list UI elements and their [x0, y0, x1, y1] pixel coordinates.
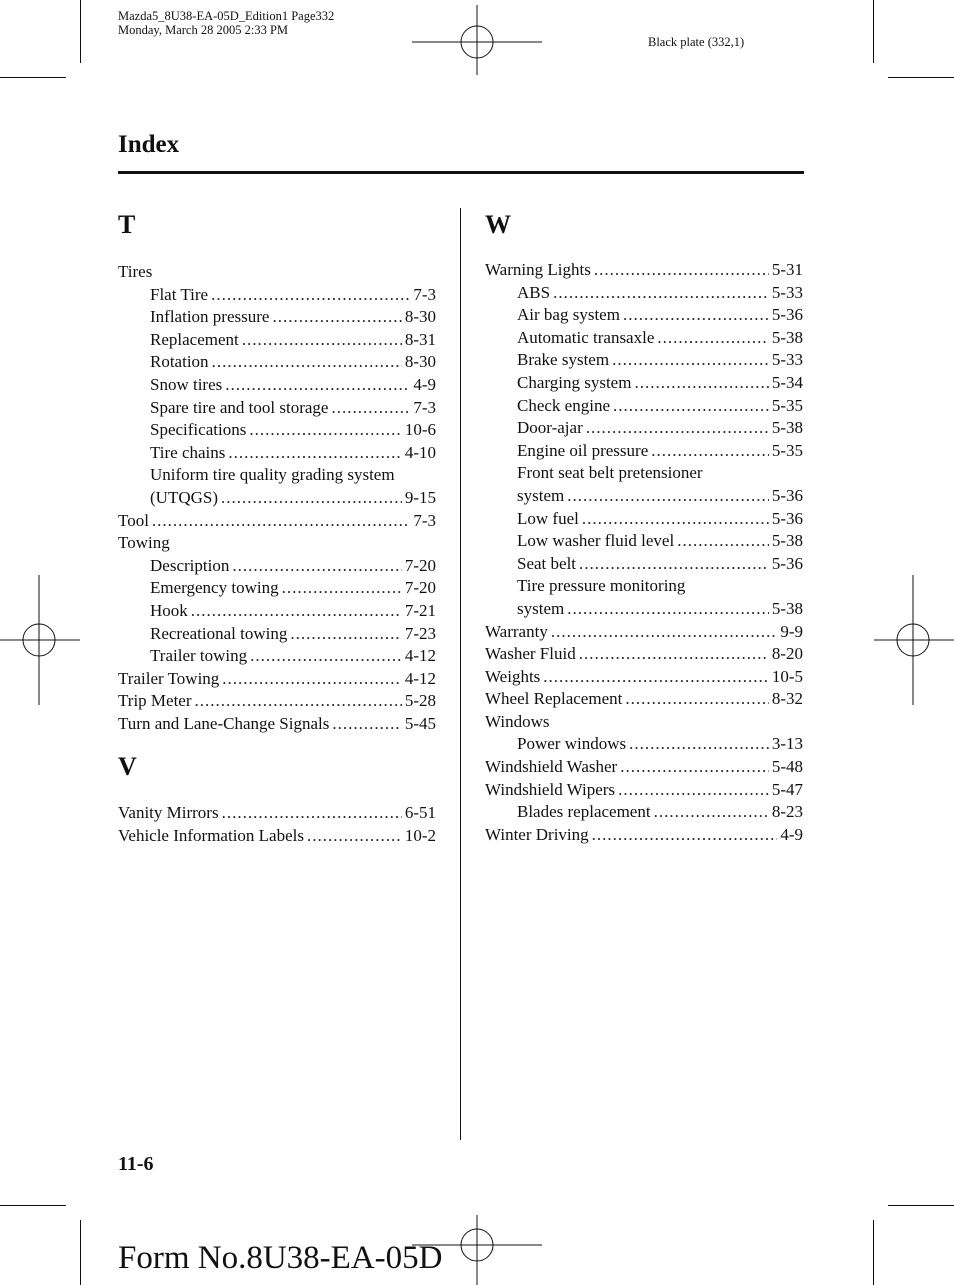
index-entry	[118, 600, 436, 623]
index-entry-page: 7-20	[404, 578, 436, 598]
index-entry-page: 5-38	[771, 327, 803, 347]
leader-dots	[651, 440, 769, 463]
index-entry	[485, 349, 803, 372]
leader-dots	[623, 304, 769, 327]
index-entry-label: Specifications	[150, 420, 247, 440]
leader-dots	[272, 306, 401, 329]
page-number: 11-6	[118, 1153, 154, 1175]
leader-dots	[582, 508, 769, 531]
index-entry-label: Trailer towing	[150, 646, 248, 666]
index-entry-label: Warning Lights	[485, 260, 591, 279]
index-entry-label: Rotation	[150, 352, 209, 372]
index-entry-page: 4-9	[780, 824, 803, 844]
index-entry-label: Weights	[485, 666, 541, 686]
index-entry-label: Uniform tire quality grading system	[150, 465, 395, 485]
index-entry	[485, 553, 803, 576]
index-entry	[118, 442, 436, 465]
leader-dots	[250, 645, 402, 668]
index-entry-page: 7-3	[413, 397, 436, 417]
leader-dots	[618, 779, 769, 802]
registration-mark-left	[0, 575, 80, 705]
index-entry-page: 5-28	[404, 691, 436, 711]
leader-dots	[634, 372, 768, 395]
index-entry-label: Trailer Towing	[118, 668, 220, 688]
index-entry-page: 5-47	[771, 779, 803, 799]
index-entry-label: Description	[150, 555, 230, 575]
index-entry-page: 7-21	[404, 600, 436, 620]
index-entry-page: 5-33	[771, 350, 803, 370]
index-entry-label: Washer Fluid	[485, 644, 576, 664]
leader-dots	[629, 733, 769, 756]
leader-dots	[677, 530, 769, 553]
leader-dots	[290, 623, 401, 646]
index-entry-label: Seat belt	[517, 553, 577, 573]
index-entry-page: 9-15	[404, 487, 436, 507]
index-entry	[485, 621, 803, 644]
leader-dots	[613, 395, 769, 418]
index-entry	[485, 282, 803, 305]
index-entry	[118, 419, 436, 442]
leader-dots	[551, 621, 778, 644]
index-entry-page: 5-36	[771, 305, 803, 325]
index-entry	[118, 690, 436, 713]
leader-dots	[307, 825, 402, 848]
leader-dots	[195, 690, 402, 713]
leader-dots	[249, 419, 402, 442]
leader-dots	[567, 485, 769, 508]
index-entry-page: 10-2	[404, 825, 436, 845]
leader-dots	[594, 259, 769, 282]
index-entry	[118, 577, 436, 600]
index-entry-page: 5-35	[771, 440, 803, 460]
index-entry	[118, 713, 436, 736]
index-entry	[118, 397, 436, 420]
index-entry-label: Blades replacement	[517, 802, 651, 822]
index-entry-label: Inflation pressure	[150, 307, 270, 327]
index-entry-label: Windshield Washer	[485, 757, 618, 777]
title-rule	[118, 171, 804, 174]
index-entry-page: 3-13	[771, 734, 803, 754]
index-entry	[485, 688, 803, 711]
index-list-v	[118, 802, 436, 847]
index-entry	[485, 824, 803, 847]
index-entry-page: 8-20	[771, 644, 803, 664]
index-entry	[485, 711, 803, 734]
index-entry-page: 4-12	[404, 646, 436, 666]
index-entry-label: Tool	[118, 510, 149, 530]
index-entry	[118, 261, 436, 284]
index-entry	[485, 666, 803, 689]
index-entry	[485, 395, 803, 418]
index-entry-label: Emergency towing	[150, 578, 279, 598]
index-entry	[485, 598, 803, 621]
index-entry	[118, 351, 436, 374]
leader-dots	[586, 417, 769, 440]
index-entry-page: 8-30	[404, 307, 436, 327]
index-entry	[118, 802, 436, 825]
index-entry-page: 5-34	[771, 372, 803, 392]
index-entry	[118, 329, 436, 352]
index-entry	[118, 532, 436, 555]
index-entry-page: 5-36	[771, 508, 803, 528]
index-entry-label: Spare tire and tool storage	[150, 397, 329, 417]
leader-dots	[654, 801, 769, 824]
leader-dots	[553, 282, 769, 305]
index-entry-label: Charging system	[517, 372, 632, 392]
index-entry	[485, 779, 803, 802]
page-title: Index	[118, 131, 180, 158]
index-entry-label: Tire pressure monitoring	[517, 576, 686, 596]
leader-dots	[242, 329, 402, 352]
index-entry-label: Power windows	[517, 734, 627, 754]
index-entry-label: Turn and Lane-Change Signals	[118, 713, 330, 733]
leader-dots	[592, 824, 778, 847]
leader-dots	[221, 487, 402, 510]
print-date-line: Monday, March 28 2005 2:33 PM	[118, 23, 289, 37]
index-entry	[485, 462, 803, 485]
leader-dots	[657, 327, 768, 350]
index-entry	[485, 417, 803, 440]
index-entry-page: 9-9	[780, 621, 803, 641]
index-entry-page: 5-33	[771, 282, 803, 302]
index-entry-page: 7-3	[413, 510, 436, 530]
index-entry-label: Vanity Mirrors	[118, 803, 219, 822]
column-divider	[460, 208, 461, 1140]
leader-dots	[222, 668, 402, 691]
form-number: Form No.8U38-EA-05D	[118, 1240, 443, 1276]
index-entry	[118, 645, 436, 668]
index-entry-page: 10-5	[771, 666, 803, 686]
index-entry	[485, 327, 803, 350]
leader-dots	[225, 374, 410, 397]
index-entry-page: 5-35	[771, 395, 803, 415]
index-entry-label: Wheel Replacement	[485, 689, 623, 709]
index-entry	[485, 756, 803, 779]
index-entry	[485, 485, 803, 508]
index-entry-page: 5-48	[771, 757, 803, 777]
leader-dots	[282, 577, 402, 600]
leader-dots	[331, 397, 410, 420]
black-plate-label: Black plate (332,1)	[648, 35, 745, 49]
index-entry-page: 10-6	[404, 420, 436, 440]
index-entry-label: system	[517, 598, 565, 618]
section-letter-v: V	[118, 752, 137, 781]
index-entry	[118, 374, 436, 397]
index-entry-label: (UTQGS)	[150, 487, 218, 507]
index-entry-page: 8-31	[404, 329, 436, 349]
index-entry-page: 4-10	[404, 442, 436, 462]
registration-mark-top	[412, 5, 542, 75]
index-entry-label: Tire chains	[150, 442, 226, 462]
index-entry-label: system	[517, 485, 565, 505]
leader-dots	[612, 349, 769, 372]
index-entry	[485, 372, 803, 395]
index-entry	[485, 440, 803, 463]
section-letter-t: T	[118, 210, 136, 239]
index-entry-page: 7-23	[404, 623, 436, 643]
index-list-w	[485, 259, 803, 846]
index-entry-label: Tires	[118, 262, 153, 281]
leader-dots	[579, 553, 769, 576]
index-entry-label: Snow tires	[150, 374, 223, 394]
leader-dots	[579, 643, 769, 666]
index-entry-label: Windshield Wipers	[485, 779, 616, 799]
index-entry-page: 6-51	[404, 803, 436, 822]
index-entry-label: Windows	[485, 711, 550, 731]
index-entry-page: 7-3	[413, 284, 436, 304]
index-entry-label: Low washer fluid level	[517, 531, 675, 551]
index-entry-label: Check engine	[517, 395, 610, 415]
index-entry-page: 5-31	[771, 260, 803, 279]
leader-dots	[228, 442, 401, 465]
index-entry-page: 8-30	[404, 352, 436, 372]
leader-dots	[191, 600, 402, 623]
index-entry	[118, 487, 436, 510]
registration-mark-right	[874, 575, 954, 705]
index-entry-label: Hook	[150, 600, 188, 620]
index-entry	[485, 643, 803, 666]
index-entry-label: Low fuel	[517, 508, 579, 528]
leader-dots	[211, 284, 410, 307]
index-entry-label: Flat Tire	[150, 284, 209, 304]
index-entry-page: 5-38	[771, 598, 803, 618]
index-entry-label: Warranty	[485, 621, 548, 641]
index-entry	[118, 284, 436, 307]
index-entry-page: 8-23	[771, 802, 803, 822]
index-entry-label: Automatic transaxle	[517, 327, 655, 347]
index-entry-page: 5-45	[404, 713, 436, 733]
index-entry-page: 4-12	[404, 668, 436, 688]
index-entry	[118, 555, 436, 578]
index-entry	[118, 306, 436, 329]
index-entry	[118, 825, 436, 848]
index-entry-page: 5-38	[771, 418, 803, 438]
leader-dots	[212, 351, 402, 374]
index-entry-label: Door-ajar	[517, 418, 583, 438]
index-entry	[485, 801, 803, 824]
section-letter-w: W	[485, 210, 511, 239]
index-entry	[485, 530, 803, 553]
index-entry-label: Trip Meter	[118, 691, 192, 711]
index-entry-label: ABS	[517, 282, 551, 302]
index-entry-label: Front seat belt pretensioner	[517, 463, 703, 483]
index-entry-label: Towing	[118, 533, 170, 553]
print-file-line: Mazda5_8U38-EA-05D_Edition1 Page332	[118, 9, 335, 23]
index-list-t	[118, 261, 436, 735]
index-entry	[118, 510, 436, 533]
leader-dots	[232, 555, 402, 578]
index-entry-page: 5-36	[771, 553, 803, 573]
index-entry-label: Engine oil pressure	[517, 440, 649, 460]
index-entry-label: Air bag system	[517, 305, 620, 325]
index-entry-page: 4-9	[413, 374, 436, 394]
index-entry-page: 8-32	[771, 689, 803, 709]
index-entry-label: Winter Driving	[485, 824, 589, 844]
index-entry-label: Recreational towing	[150, 623, 288, 643]
leader-dots	[625, 688, 768, 711]
leader-dots	[620, 756, 769, 779]
index-entry	[485, 575, 803, 598]
index-entry-label: Brake system	[517, 350, 610, 370]
index-entry	[485, 304, 803, 327]
leader-dots	[567, 598, 769, 621]
leader-dots	[543, 666, 769, 689]
index-entry	[485, 733, 803, 756]
leader-dots	[152, 510, 410, 533]
index-entry	[118, 464, 436, 487]
index-entry	[485, 259, 803, 282]
index-entry	[118, 668, 436, 691]
index-entry-page: 5-36	[771, 485, 803, 505]
leader-dots	[332, 713, 401, 736]
index-entry-label: Replacement	[150, 329, 239, 349]
index-entry	[485, 508, 803, 531]
leader-dots	[222, 802, 402, 825]
index-entry-label: Vehicle Information Labels	[118, 825, 304, 845]
index-entry-page: 7-20	[404, 555, 436, 575]
index-entry-page: 5-38	[771, 531, 803, 551]
index-entry	[118, 623, 436, 646]
